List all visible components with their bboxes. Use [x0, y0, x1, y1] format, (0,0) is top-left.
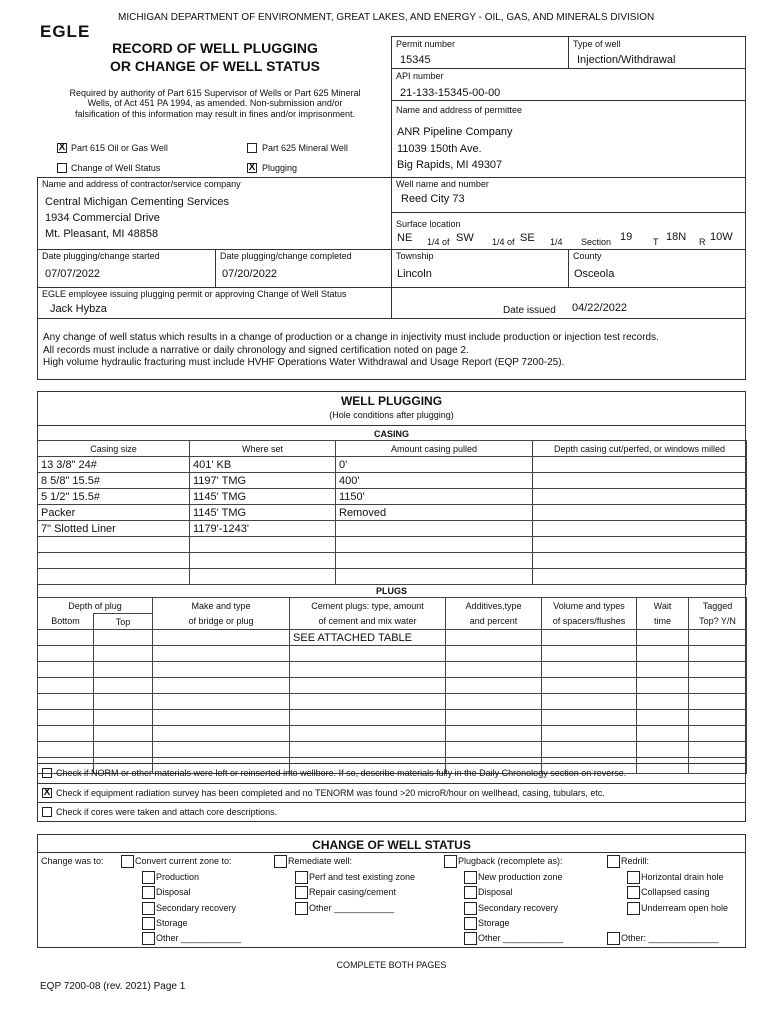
casing-title: CASING	[373, 429, 409, 439]
table-row	[38, 710, 747, 726]
cement-mix-header: of cement and mix water	[290, 614, 446, 630]
township-value[interactable]: Lincoln	[397, 268, 432, 280]
plug-cell[interactable]	[290, 646, 446, 662]
casing-cell[interactable]	[533, 521, 747, 537]
plug-cell[interactable]	[689, 742, 747, 758]
plug-cell[interactable]	[38, 630, 94, 646]
plugback-disposal-checkbox[interactable]	[464, 886, 477, 899]
plugging-checkbox[interactable]: X	[248, 162, 256, 173]
surface-of2: 1/4 of	[492, 237, 515, 247]
table-row	[38, 662, 747, 678]
plug-cell[interactable]	[689, 678, 747, 694]
additives-header: Additives,type	[446, 598, 542, 614]
plug-cell[interactable]	[290, 710, 446, 726]
spacers-header: of spacers/flushes	[542, 614, 637, 630]
radiation-label: Check if equipment radiation survey has been completed and no TENORM was found >20 microR/hour on wellhead, casing, tubulars, etc.	[56, 788, 605, 798]
cores-checkbox[interactable]	[42, 807, 52, 817]
form-title-line1: RECORD OF WELL PLUGGING	[112, 40, 318, 56]
form-number: EQP 7200-08 (rev. 2021) Page 1	[40, 981, 186, 992]
plug-cell[interactable]	[689, 710, 747, 726]
bridge-plug-header: of bridge or plug	[153, 614, 290, 630]
collapsed-casing-label: Collapsed casing	[641, 887, 710, 897]
well-plugging-subtitle: (Hole conditions after plugging)	[329, 410, 454, 420]
tagged-top-header: Top? Y/N	[689, 614, 747, 630]
plug-cell[interactable]	[446, 646, 542, 662]
plug-cell[interactable]	[290, 726, 446, 742]
collapsed-casing-checkbox[interactable]	[627, 886, 640, 899]
plug-cell[interactable]	[290, 678, 446, 694]
casing-cell[interactable]: 7" Slotted Liner	[38, 521, 190, 537]
township-t-value[interactable]: 18N	[666, 231, 687, 243]
table-row	[38, 678, 747, 694]
plug-cell[interactable]	[637, 630, 689, 646]
casing-size-header: Casing size	[38, 441, 190, 457]
part625-checkbox[interactable]	[247, 143, 257, 153]
form-title-line2: OR CHANGE OF WELL STATUS	[110, 58, 320, 74]
casing-cell[interactable]: 1150'	[336, 489, 533, 505]
contractor-line3[interactable]: Mt. Pleasant, MI 48858	[45, 228, 159, 240]
perf-test-label: Perf and test existing zone	[309, 872, 416, 882]
plugback-disposal-label: Disposal	[478, 887, 513, 897]
wait-header: Wait	[637, 598, 689, 614]
plugback-storage-label: Storage	[478, 918, 510, 928]
township-label: Township	[396, 251, 434, 261]
plug-cell[interactable]	[689, 646, 747, 662]
casing-cell[interactable]	[336, 521, 533, 537]
plug-cell[interactable]	[446, 726, 542, 742]
redrill-checkbox[interactable]	[607, 855, 620, 868]
plug-cell[interactable]	[38, 710, 94, 726]
other-remediate-label: Other ____________	[309, 903, 395, 913]
changed-to-label: Change was to:	[41, 856, 104, 866]
casing-cell[interactable]	[190, 569, 336, 585]
storage-label: Storage	[156, 918, 188, 928]
complete-both-pages: COMPLETE BOTH PAGES	[336, 960, 447, 970]
underream-label: Underream open hole	[641, 903, 729, 913]
casing-cell[interactable]	[533, 473, 747, 489]
plug-cell[interactable]	[94, 630, 153, 646]
permittee-line1[interactable]: ANR Pipeline Company	[397, 126, 513, 138]
disposal-label: Disposal	[156, 887, 191, 897]
surface-q2[interactable]: SW	[456, 232, 474, 244]
underream-checkbox[interactable]	[627, 902, 640, 915]
permit-number-label: Permit number	[396, 39, 456, 49]
secondary-recovery-label: Secondary recovery	[156, 903, 237, 913]
table-row	[38, 457, 747, 473]
tagged-header: Tagged	[689, 598, 747, 614]
casing-cell[interactable]	[190, 553, 336, 569]
plug-cell[interactable]	[153, 742, 290, 758]
date-issued-value[interactable]: 04/22/2022	[572, 302, 628, 314]
permittee-label: Name and address of permittee	[396, 105, 523, 115]
township-t-label: T	[653, 237, 659, 247]
casing-cell[interactable]: 1145' TMG	[190, 505, 336, 521]
plugback-secondary-checkbox[interactable]	[464, 902, 477, 915]
plug-cell[interactable]	[637, 662, 689, 678]
casing-cell[interactable]	[190, 537, 336, 553]
disposal-checkbox[interactable]	[142, 886, 155, 899]
table-row	[38, 553, 747, 569]
date-started-value[interactable]: 07/07/2022	[45, 268, 101, 280]
casing-table	[37, 440, 747, 585]
plugback-label: Plugback (recomplete as):	[458, 856, 563, 866]
redrill-other-checkbox[interactable]	[607, 932, 620, 945]
plug-cell[interactable]	[637, 678, 689, 694]
county-label: County	[573, 251, 602, 261]
surface-q3[interactable]: SE	[520, 232, 535, 244]
plug-cell[interactable]	[153, 630, 290, 646]
plug-cell[interactable]	[94, 726, 153, 742]
date-completed-label: Date plugging/change completed	[220, 251, 352, 261]
plug-cell[interactable]	[153, 662, 290, 678]
part615-label: Part 615 Oil or Gas Well	[71, 143, 168, 153]
plug-cell[interactable]	[290, 662, 446, 678]
notes-line2: All records must include a narrative or daily chronology and signed certification noted on page 2.	[43, 345, 469, 356]
casing-cell[interactable]: 8 5/8" 15.5#	[38, 473, 190, 489]
depth-cut-header: Depth casing cut/perfed, or windows milled	[533, 441, 747, 457]
plugback-secondary-label: Secondary recovery	[478, 903, 559, 913]
plug-cell[interactable]	[290, 694, 446, 710]
plug-cell[interactable]	[94, 742, 153, 758]
perf-test-checkbox[interactable]	[295, 871, 308, 884]
api-number-value[interactable]: 21-133-15345-00-00	[400, 87, 501, 99]
part625-label: Part 625 Mineral Well	[262, 143, 348, 153]
plug-cell[interactable]	[94, 678, 153, 694]
egle-employee-value[interactable]: Jack Hybza	[50, 303, 107, 315]
plug-cell[interactable]	[542, 726, 637, 742]
plug-cell[interactable]	[689, 630, 747, 646]
convert-label: Convert current zone to:	[135, 856, 232, 866]
casing-cell[interactable]	[533, 553, 747, 569]
change-status-checkbox[interactable]	[57, 163, 67, 173]
production-checkbox[interactable]	[142, 871, 155, 884]
plug-cell[interactable]	[637, 758, 689, 774]
top-header: Top	[94, 614, 153, 630]
casing-cell[interactable]: 1179'-1243'	[190, 521, 336, 537]
table-row	[38, 646, 747, 662]
radiation-checkbox[interactable]: X	[43, 787, 51, 798]
percent-header: and percent	[446, 614, 542, 630]
plugback-storage-checkbox[interactable]	[464, 917, 477, 930]
notes-line1: Any change of well status which results in a change of production or a change in injectivity must include production or injection test records.	[43, 332, 659, 343]
casing-cell[interactable]	[336, 553, 533, 569]
table-row	[38, 489, 747, 505]
plug-cell[interactable]	[689, 726, 747, 742]
plugs-table	[37, 597, 747, 774]
plug-cell[interactable]	[38, 646, 94, 662]
plug-cell[interactable]	[38, 726, 94, 742]
plugback-other-checkbox[interactable]	[464, 932, 477, 945]
table-row	[38, 521, 747, 537]
plug-cell[interactable]	[290, 742, 446, 758]
plugs-header-row-2	[38, 614, 747, 630]
casing-cell[interactable]	[533, 569, 747, 585]
type-of-well-value[interactable]: Injection/Withdrawal	[577, 54, 676, 66]
plug-cell[interactable]	[446, 742, 542, 758]
plug-cell[interactable]	[542, 630, 637, 646]
horizontal-drain-checkbox[interactable]	[627, 871, 640, 884]
casing-cell[interactable]	[533, 489, 747, 505]
secondary-recovery-checkbox[interactable]	[142, 902, 155, 915]
permit-number-value[interactable]: 15345	[400, 54, 431, 66]
where-set-header: Where set	[190, 441, 336, 457]
casing-cell[interactable]: Packer	[38, 505, 190, 521]
well-plugging-title: WELL PLUGGING	[340, 394, 443, 408]
plug-cell[interactable]	[446, 662, 542, 678]
cores-label: Check if cores were taken and attach core descriptions.	[56, 807, 278, 817]
casing-cell[interactable]	[336, 569, 533, 585]
casing-cell[interactable]: 401' KB	[190, 457, 336, 473]
plug-cell[interactable]	[637, 694, 689, 710]
table-row	[38, 569, 747, 585]
surface-of1: 1/4 of	[427, 237, 450, 247]
horizontal-drain-label: Horizontal drain hole	[641, 872, 724, 882]
plug-cell[interactable]	[153, 646, 290, 662]
notes-line3: High volume hydraulic fracturing must include HVHF Operations Water Withdrawal and Usage Report (EQP 7200-25).	[43, 357, 565, 368]
casing-cell[interactable]	[336, 537, 533, 553]
make-type-header: Make and type	[153, 598, 290, 614]
plug-cell[interactable]	[153, 710, 290, 726]
date-started-label: Date plugging/change started	[42, 251, 160, 261]
table-row	[38, 505, 747, 521]
department-header: MICHIGAN DEPARTMENT OF ENVIRONMENT, GREAT LAKES, AND ENERGY - OIL, GAS, AND MINERALS DIVISION	[118, 12, 655, 23]
contractor-line2[interactable]: 1934 Commercial Drive	[45, 212, 160, 224]
plug-cell[interactable]	[153, 678, 290, 694]
plugback-checkbox[interactable]	[444, 855, 457, 868]
table-row	[38, 694, 747, 710]
plug-cell[interactable]	[637, 726, 689, 742]
type-of-well-label: Type of well	[573, 39, 621, 49]
repair-casing-checkbox[interactable]	[295, 886, 308, 899]
egle-logo: EGLE	[40, 22, 91, 41]
plug-cell[interactable]	[446, 710, 542, 726]
plug-cell[interactable]	[689, 662, 747, 678]
casing-header-row	[38, 441, 747, 457]
plug-cell[interactable]	[446, 694, 542, 710]
plug-cell[interactable]	[637, 710, 689, 726]
surface-location-label: Surface location	[396, 219, 461, 229]
plug-cell[interactable]	[542, 694, 637, 710]
table-row	[38, 473, 747, 489]
new-production-label: New production zone	[478, 872, 563, 882]
api-number-label: API number	[396, 71, 444, 81]
table-row	[38, 630, 747, 646]
date-issued-label: Date issued	[503, 305, 556, 316]
plug-cell[interactable]	[153, 694, 290, 710]
section-label: Section	[581, 237, 612, 247]
casing-cell[interactable]: 0'	[336, 457, 533, 473]
plug-cell[interactable]	[637, 742, 689, 758]
plugging-label: Plugging	[262, 163, 298, 173]
casing-cell[interactable]	[38, 537, 190, 553]
remediate-checkbox[interactable]	[274, 855, 287, 868]
casing-cell[interactable]	[533, 457, 747, 473]
norm-label: Check if NORM or other materials were left or reinserted into wellbore. If so, describe materials fully in the Daily Chronology section on reverse.	[56, 768, 627, 778]
change-status-label: Change of Well Status	[71, 163, 161, 173]
plug-cell[interactable]	[542, 678, 637, 694]
range-r-label: R	[699, 237, 706, 247]
date-completed-value[interactable]: 07/20/2022	[222, 268, 278, 280]
plugback-other-label: Other ____________	[478, 933, 564, 943]
storage-checkbox[interactable]	[142, 917, 155, 930]
range-r-value[interactable]: 10W	[710, 231, 733, 243]
casing-cell[interactable]: Removed	[336, 505, 533, 521]
plug-cell[interactable]	[38, 678, 94, 694]
casing-cell[interactable]: 400'	[336, 473, 533, 489]
table-row	[38, 537, 747, 553]
permittee-line3[interactable]: Big Rapids, MI 49307	[397, 159, 503, 171]
plug-cell[interactable]	[446, 630, 542, 646]
plug-cell[interactable]	[689, 694, 747, 710]
remediate-label: Remediate well:	[288, 856, 353, 866]
change-status-title: CHANGE OF WELL STATUS	[312, 838, 471, 852]
well-name-value[interactable]: Reed City 73	[401, 193, 465, 205]
other-remediate-checkbox[interactable]	[295, 902, 308, 915]
contractor-label: Name and address of contractor/service company	[42, 179, 241, 189]
casing-cell[interactable]: 1145' TMG	[190, 489, 336, 505]
authority-text: Required by authority of Part 615 Supervisor of Wells or Part 625 Mineral Wells, of Act 451 PA 1994, as amended. Non-submission and/or falsification of this information may result in fines and/or imprisonment.	[69, 88, 361, 119]
casing-cell[interactable]	[38, 553, 190, 569]
county-value[interactable]: Osceola	[574, 268, 615, 280]
section-value[interactable]: 19	[620, 231, 633, 243]
permittee-line2[interactable]: 11039 150th Ave.	[397, 143, 482, 155]
plug-cell[interactable]	[689, 758, 747, 774]
plug-cell[interactable]	[94, 662, 153, 678]
redrill-label: Redrill:	[621, 856, 650, 866]
well-name-label: Well name and number	[396, 179, 489, 189]
plug-cell[interactable]	[446, 678, 542, 694]
plug-cell[interactable]	[94, 710, 153, 726]
depth-of-plug-header: Depth of plug	[38, 598, 153, 614]
redrill-other-label: Other: ______________	[621, 933, 719, 943]
plugs-title-text: PLUGS	[375, 586, 407, 596]
table-row	[38, 742, 747, 758]
norm-checkbox[interactable]	[42, 768, 52, 778]
plug-cell[interactable]	[542, 662, 637, 678]
plug-cell[interactable]	[542, 710, 637, 726]
casing-cell[interactable]: 1197' TMG	[190, 473, 336, 489]
plug-cell[interactable]	[542, 646, 637, 662]
volume-types-header: Volume and types	[542, 598, 637, 614]
casing-cell[interactable]	[533, 505, 747, 521]
table-row	[38, 726, 747, 742]
plugs-header-row-1	[38, 598, 747, 614]
plug-note[interactable]: SEE ATTACHED TABLE	[290, 630, 446, 646]
casing-cell[interactable]: 5 1/2" 15.5#	[38, 489, 190, 505]
plug-cell[interactable]	[94, 646, 153, 662]
repair-casing-label: Repair casing/cement	[309, 887, 397, 897]
amount-pulled-header: Amount casing pulled	[336, 441, 533, 457]
casing-cell[interactable]	[38, 569, 190, 585]
plug-cell[interactable]	[542, 742, 637, 758]
plug-cell[interactable]	[38, 742, 94, 758]
bottom-header: Bottom	[38, 614, 94, 630]
casing-cell[interactable]	[533, 537, 747, 553]
production-label: Production	[156, 872, 200, 882]
time-header: time	[637, 614, 689, 630]
plug-cell[interactable]	[94, 694, 153, 710]
other-convert-label: Other ____________	[156, 933, 242, 943]
casing-cell[interactable]: 13 3/8" 24#	[38, 457, 190, 473]
plug-cell[interactable]	[38, 662, 94, 678]
egle-employee-label: EGLE employee issuing plugging permit or approving Change of Well Status	[42, 289, 347, 299]
other-convert-checkbox[interactable]	[142, 932, 155, 945]
contractor-line1[interactable]: Central Michigan Cementing Services	[45, 196, 230, 208]
surface-q1[interactable]: NE	[397, 232, 413, 244]
plug-cell[interactable]	[637, 646, 689, 662]
new-production-checkbox[interactable]	[464, 871, 477, 884]
cement-plugs-header: Cement plugs: type, amount	[290, 598, 446, 614]
surface-of3: 1/4	[550, 237, 563, 247]
convert-checkbox[interactable]	[121, 855, 134, 868]
plug-cell[interactable]	[153, 726, 290, 742]
part615-checkbox[interactable]: X	[58, 142, 66, 153]
plug-cell[interactable]	[38, 694, 94, 710]
